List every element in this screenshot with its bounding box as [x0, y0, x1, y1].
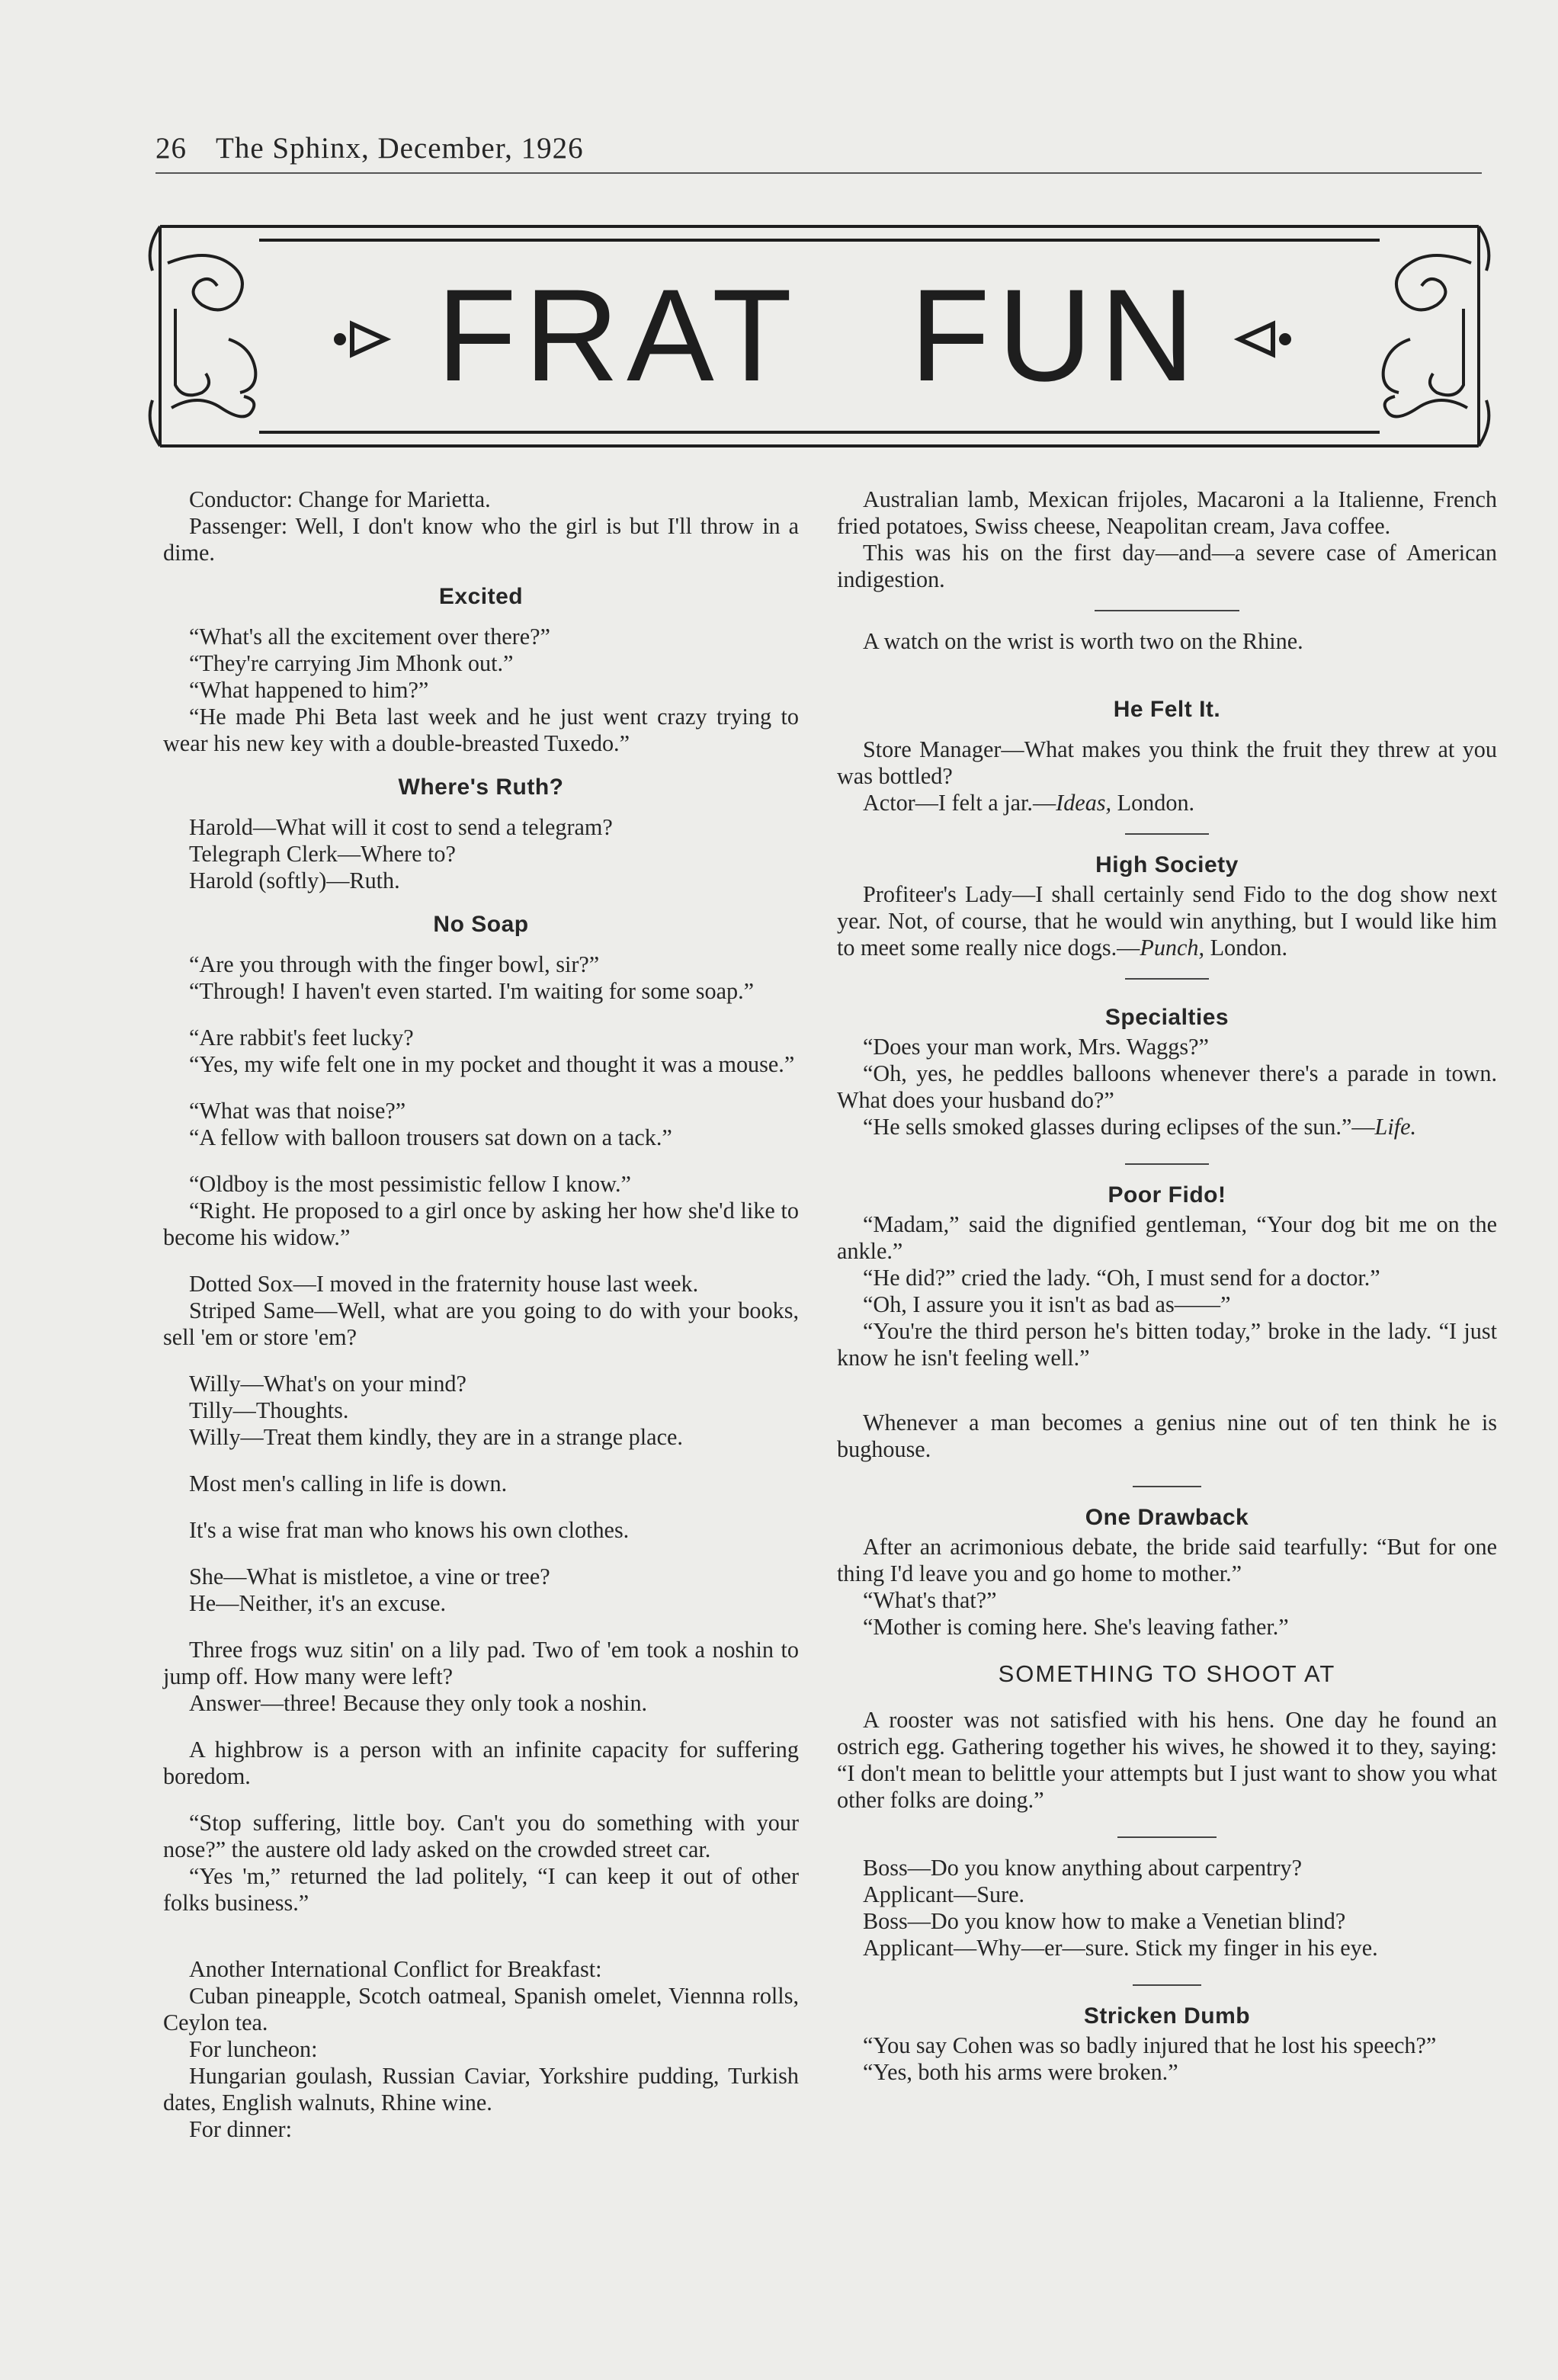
frat-fun-banner	[137, 217, 1502, 454]
text-line: “What was that noise?”	[189, 1098, 406, 1124]
text-line: “Yes, both his arms were broken.”	[863, 2059, 1178, 2085]
text-line: “Madam,” said the dignified gentleman, “Your dog bit me on the ankle.”	[837, 1211, 1497, 1264]
text-part: London.	[1111, 790, 1195, 816]
text-line: After an acrimonious debate, the bride said tearfully: “But for one thing I'd leave you and go home to mother.”	[837, 1534, 1497, 1586]
separator-rule	[1133, 1486, 1201, 1487]
text-line: Cuban pineapple, Scotch oatmeal, Spanish omelet, Viennna rolls, Ceylon tea.	[163, 1983, 799, 2035]
section-heading-stricken-dumb: Stricken Dumb	[1083, 2003, 1251, 2029]
separator-rule	[1125, 978, 1209, 980]
text-line: “Are rabbit's feet lucky?	[189, 1025, 414, 1050]
text-line	[837, 881, 1497, 961]
text-line: “Yes 'm,” returned the lad politely, “I can keep it out of other folks business.”	[163, 1863, 799, 1916]
text-line: “Does your man work, Mrs. Waggs?”	[863, 1034, 1209, 1060]
text-part: “He sells smoked glasses during eclipses of the sun.”—	[863, 1114, 1375, 1140]
source-credit: Life.	[1374, 1114, 1417, 1140]
text-line: “Are you through with the finger bowl, sir?”	[189, 951, 600, 977]
text-line: Dotted Sox—I moved in the fraternity house last week.	[189, 1271, 699, 1297]
header-rule	[155, 172, 1482, 174]
text-part: Profiteer's Lady—I shall certainly send Fido to the dog show next year. Not, of course, that he would win anything, but I would like him to meet some really nice dogs.—	[837, 881, 1497, 961]
text-line: For luncheon:	[189, 2036, 318, 2062]
text-line: Boss—Do you know anything about carpentry?	[863, 1855, 1302, 1881]
text-line: Harold—What will it cost to send a telegram?	[189, 814, 613, 840]
text-line: Telegraph Clerk—Where to?	[189, 841, 456, 867]
text-line: For dinner:	[189, 2116, 292, 2142]
text-line: “Yes, my wife felt one in my pocket and thought it was a mouse.”	[189, 1051, 795, 1077]
text-line: “Stop suffering, little boy. Can't you do something with your nose?” the austere old lady asked on the crowded street car.	[163, 1810, 799, 1862]
text-part: London.	[1204, 935, 1288, 961]
text-line: A rooster was not satisfied with his hens. One day he found an ostrich egg. Gathering together his wives, he showed it to they, saying: “I don't mean to belittle your attempts but I just want to show you what other folks are doing.”	[837, 1707, 1497, 1813]
text-line: “Oldboy is the most pessimistic fellow I know.”	[189, 1171, 631, 1197]
text-line: Three frogs wuz sitin' on a lily pad. Two of 'em took a noshin to jump off. How many were left?	[163, 1637, 799, 1689]
text-line	[837, 1114, 1497, 1140]
section-heading-wheres-ruth: Where's Ruth?	[398, 775, 564, 800]
text-line: “You're the third person he's bitten today,” broke in the lady. “I just know he isn't feeling well.”	[837, 1318, 1497, 1371]
separator-rule	[1125, 833, 1209, 835]
section-heading-specialties: Specialties	[1104, 1005, 1229, 1030]
section-heading-one-drawback: One Drawback	[1085, 1505, 1249, 1530]
text-line: Willy—Treat them kindly, they are in a strange place.	[189, 1424, 683, 1450]
separator-rule	[1095, 610, 1239, 611]
text-line: Store Manager—What makes you think the fruit they threw at you was bottled?	[837, 736, 1497, 789]
text-line: Striped Same—Well, what are you going to do with your books, sell 'em or store 'em?	[163, 1297, 799, 1350]
left-column	[163, 486, 799, 2143]
text-line: She—What is mistletoe, a vine or tree?	[189, 1564, 550, 1589]
source-credit: Punch,	[1140, 935, 1205, 961]
banner-title: FRAT FUN	[436, 262, 1203, 409]
text-line: “You say Cohen was so badly injured that he lost his speech?”	[863, 2032, 1437, 2058]
text-line: “Right. He proposed to a girl once by asking her how she'd like to become his widow.”	[163, 1198, 799, 1250]
text-line: This was his on the first day—and—a severe case of American indigestion.	[837, 540, 1497, 592]
text-line: “Mother is coming here. She's leaving father.”	[863, 1614, 1289, 1640]
publication-line: The Sphinx, December, 1926	[216, 132, 584, 165]
source-credit: Ideas,	[1056, 790, 1112, 816]
section-heading-no-soap: No Soap	[433, 912, 529, 937]
text-line: Tilly—Thoughts.	[189, 1397, 349, 1423]
text-line: Conductor: Change for Marietta.	[189, 486, 491, 512]
text-line: “He did?” cried the lady. “Oh, I must send for a doctor.”	[863, 1265, 1380, 1291]
separator-rule	[1117, 1836, 1217, 1838]
separator-rule	[1125, 1163, 1209, 1165]
page-number: 26	[155, 132, 187, 165]
text-line: “He made Phi Beta last week and he just went crazy trying to wear his new key with a double-breasted Tuxedo.”	[163, 704, 799, 756]
text-line: “A fellow with balloon trousers sat down on a tack.”	[189, 1124, 672, 1150]
text-line: It's a wise frat man who knows his own clothes.	[189, 1517, 630, 1543]
text-line: Boss—Do you know how to make a Venetian blind?	[863, 1908, 1346, 1934]
text-line: “What's that?”	[863, 1587, 997, 1613]
text-line: Harold (softly)—Ruth.	[189, 868, 400, 893]
section-heading-excited: Excited	[438, 584, 524, 609]
section-heading-something-to-shoot-at: SOMETHING TO SHOOT AT	[998, 1660, 1336, 1687]
right-column	[837, 486, 1497, 2086]
running-header	[155, 131, 1482, 165]
text-line: Hungarian goulash, Russian Caviar, Yorkshire pudding, Turkish dates, English walnuts, Rhine wine.	[163, 2063, 799, 2115]
text-line: Most men's calling in life is down.	[189, 1471, 508, 1496]
text-line: Applicant—Why—er—sure. Stick my finger in his eye.	[863, 1935, 1378, 1961]
text-line: Another International Conflict for Breakfast:	[189, 1956, 602, 1982]
text-line: Whenever a man becomes a genius nine out of ten think he is bughouse.	[837, 1410, 1497, 1462]
text-line: A highbrow is a person with an infinite capacity for suffering boredom.	[163, 1737, 799, 1789]
text-line: “What's all the excitement over there?”	[189, 624, 550, 650]
text-line: “Oh, I assure you it isn't as bad as——”	[863, 1291, 1231, 1317]
text-line: “Through! I haven't even started. I'm waiting for some soap.”	[189, 978, 755, 1004]
text-line: Answer—three! Because they only took a noshin.	[189, 1690, 648, 1716]
section-heading-high-society: High Society	[1095, 852, 1239, 877]
section-heading-poor-fido: Poor Fido!	[1108, 1182, 1226, 1208]
text-part: Actor—I felt a jar.—	[863, 790, 1056, 816]
text-line: “What happened to him?”	[189, 677, 429, 703]
text-line	[837, 790, 1497, 816]
text-line: Willy—What's on your mind?	[189, 1371, 466, 1397]
text-line: He—Neither, it's an excuse.	[189, 1590, 447, 1616]
text-line: A watch on the wrist is worth two on the Rhine.	[863, 628, 1303, 654]
text-line: “Oh, yes, he peddles balloons whenever there's a parade in town. What does your husband do?”	[837, 1060, 1497, 1113]
text-line: Australian lamb, Mexican frijoles, Macaroni a la Italienne, French fried potatoes, Swiss cheese, Neapolitan cream, Java coffee.	[837, 486, 1497, 539]
separator-rule	[1133, 1984, 1201, 1986]
text-line: “They're carrying Jim Mhonk out.”	[189, 650, 514, 676]
text-line: Passenger: Well, I don't know who the girl is but I'll throw in a dime.	[163, 513, 799, 566]
text-line: Applicant—Sure.	[863, 1881, 1025, 1907]
section-heading-he-felt-it: He Felt It.	[1113, 697, 1221, 722]
